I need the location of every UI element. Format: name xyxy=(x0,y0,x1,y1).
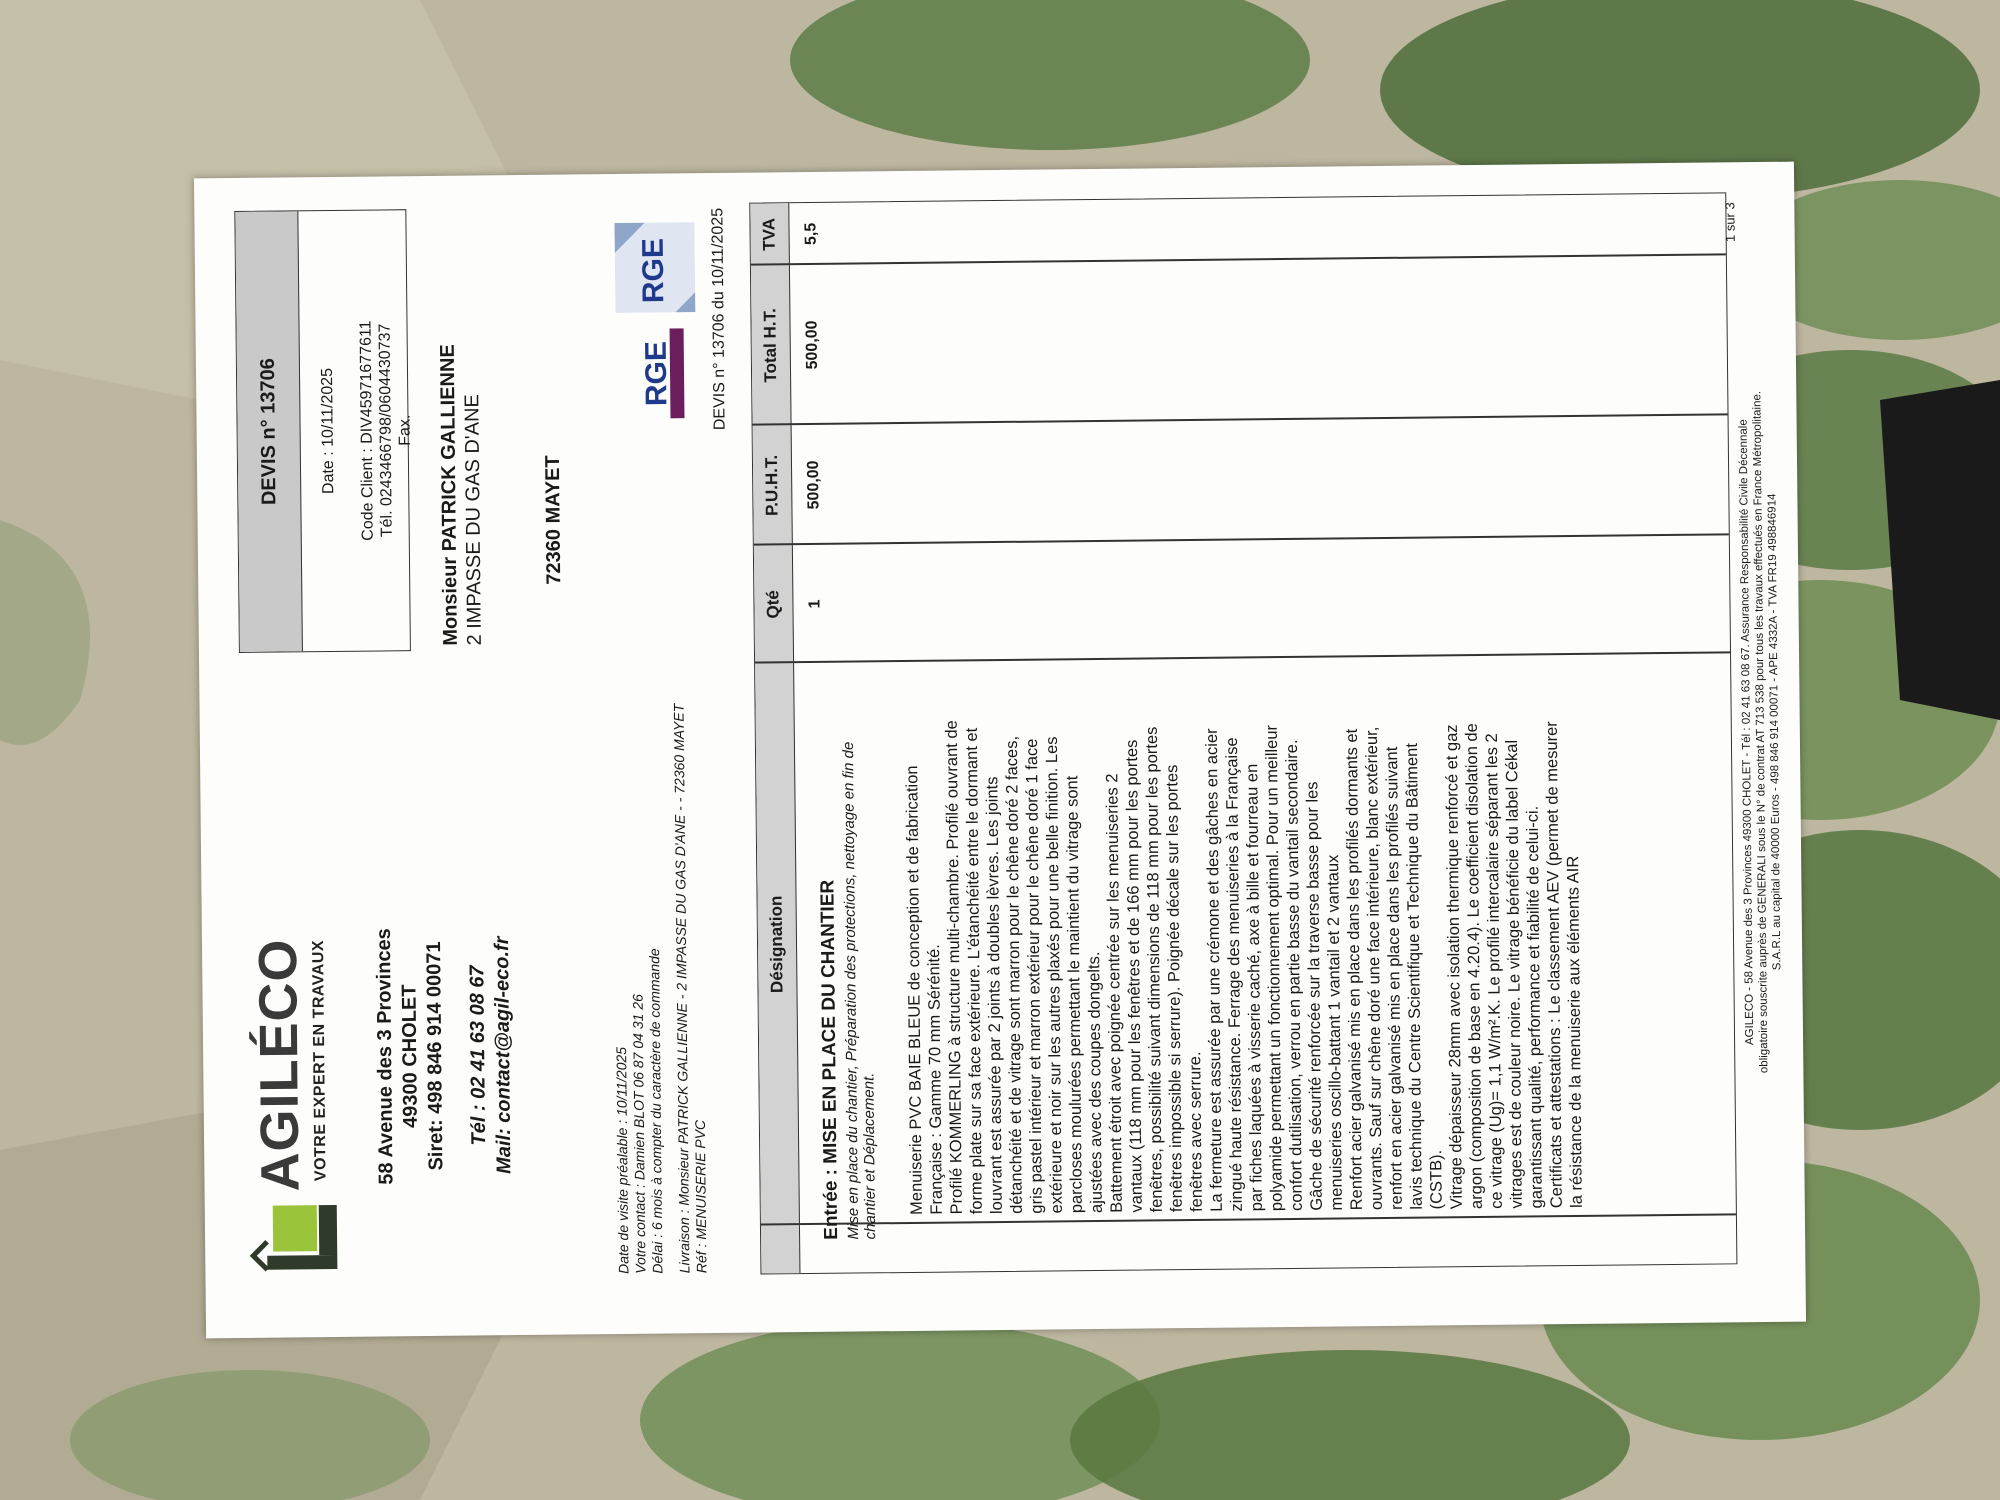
company-address-line1: 58 Avenue des 3 Provinces xyxy=(372,928,398,1185)
description-paragraph: Profilé KOMMERLING à structure multi-chambre. Profilé ouvrant de forme plate sur sa face extérieure. L'étanchéité entre le dormant et louvrant est assurée par 2 joints à doubles lèvres. Les joints détanchéité et de vitrage sont marron pour le chêne doré 2 faces, gris pastel intérieur et marron extérieur pour le chêne doré 1 face extérieure et noir sur les autres plaxés pour une belle finition. Les parcloses moulurées permettant le maintient du vitrage sont ajustées avec des coupes dongelts. xyxy=(942,720,1106,1215)
table-header-tva: TVA xyxy=(750,203,790,265)
company-email: Mail: contact@agil-eco.fr xyxy=(490,936,516,1174)
svg-text:RGE: RGE xyxy=(639,340,674,407)
line-item-subtitle: Mise en place du chantier, Préparation des protections, nettoyage en fin de chantier et Déplacement. xyxy=(839,741,880,1240)
description-paragraph: La fermeture est assurée par une crémone et des gâches en acier zingué haute résistance. Ferrage des menuiseries à la Française par fiches laquées à visserie caché, axe à bille et fourreau en polyamide permettant un fonctionnement optimal. Pour un meilleur confort dutilisation, verrou en partie basse du vantail secondaire. Gâche de sécurité renforcée sur la traverse basse pour les menuiseries oscillo-battant 1 vantail et 2 vantaux xyxy=(1202,724,1346,1212)
row-tva: 5,5 xyxy=(802,222,820,246)
logo-mark-icon xyxy=(249,1197,342,1278)
table-header-designation: Désignation xyxy=(755,663,800,1225)
description-paragraph: Certificats et attestations : Le classement AEV (permet de mesurer la résistance de la menuiserie aux éléments AIR xyxy=(1542,721,1586,1209)
row-pu-ht: 500,00 xyxy=(804,460,823,510)
company-logo xyxy=(239,837,344,1278)
client-name: Monsieur PATRICK GALLIENNE xyxy=(436,344,462,646)
table-header-pu-ht: P.U.H.T. xyxy=(753,425,793,545)
quote-number-title: DEVIS n° 13706 xyxy=(235,211,303,652)
client-code: Code Client : DIV45971677611 xyxy=(357,320,377,541)
quote-reference: Réf : MENUISERIE PVC xyxy=(691,1119,710,1274)
description-paragraph: Vitrage dépaisseur 28mm avec isolation thermique renforcé et gaz argon (composition de base en 4.20.4). Le coefficient disolation de ce vitrage (Ug)= 1,1 W/m².K. Le profilé intercalaire séparant les 2 vitrages est de couleur noire. Le vitrage bénéficie du label Cékal garantissant qualité, performance et fiabilité de celui-ci. xyxy=(1442,723,1546,1210)
table-header-blank xyxy=(761,1225,801,1273)
company-address-line2: 49300 CHOLET xyxy=(398,984,422,1129)
description-paragraph: Battement étroit avec poignée centrée sur les menuiseries 2 vantaux (118 mm pour les fenêtres et de 166 mm pour les portes fenêtres, possibilité suivant dimensions de 118 mm pour les portes fenêtres impossible si serrure). Poignée décale sur les portes fenêtres avec serrure. xyxy=(1103,726,1206,1213)
client-street: 2 IMPASSE DU GAS D'ANE xyxy=(461,394,486,646)
client-phone: Tél. 0243466798/0604430737 xyxy=(376,323,396,538)
rge-logo-icon xyxy=(630,328,691,419)
delivery-delay: Délai : 6 mois à compter du caractère de commande xyxy=(646,948,666,1274)
company-address-block xyxy=(371,835,519,1276)
row-total-ht: 500,00 xyxy=(803,320,822,370)
rge-label-icon xyxy=(614,222,695,313)
product-description xyxy=(902,708,1587,1215)
rge-certification-logos xyxy=(614,218,706,419)
line-item-title: Entrée : MISE EN PLACE DU CHANTIER xyxy=(817,879,843,1240)
row-qty: 1 xyxy=(806,599,824,609)
contact-person: Votre contact : Damien BLOT 06 87 04 31 26 xyxy=(629,994,649,1274)
svg-text:RGE: RGE xyxy=(636,237,671,304)
quote-info-block xyxy=(608,573,710,1274)
quote-number-box xyxy=(234,209,414,653)
quote-date: Date : 10/11/2025 xyxy=(318,367,338,495)
description-paragraph: Menuiserie PVC BAIE BLEUE de conception et de fabrication Française : Gamme 70 mm Sérénité. xyxy=(903,765,946,1215)
delivery-address: Livraison : Monsieur PATRICK GALLIENNE - 2 IMPASSE DU GAS D'ANE - - 72360 MAYET xyxy=(670,703,693,1274)
legal-footer xyxy=(1734,202,1787,1262)
table-header-total-ht: Total H.T. xyxy=(751,265,792,425)
logo-wordmark: AGILÉCO xyxy=(247,938,311,1192)
footer-line1: AGILECO - 58 Avenue des 3 Provinces 49300 CHOLET - Tél : 02 41 63 08 67. Assurance Responsabilité Civile Décennale xyxy=(1737,419,1757,1046)
client-address-block xyxy=(434,225,566,646)
quote-document xyxy=(194,162,1806,1339)
table-header-qty: Qté xyxy=(754,545,794,663)
client-fax: Fax. xyxy=(396,414,414,446)
visit-date: Date de visite préalable : 10/11/2025 xyxy=(613,1046,632,1275)
logo-tagline: VOTRE EXPERT EN TRAVAUX xyxy=(309,939,330,1182)
page-number: 1 sur 3 xyxy=(1722,202,1738,243)
footer-line3: S.A.R.L au capital de 40000 Euros - 498 846 914 00071 - APE 4332A - TVA FR19 498846914 xyxy=(1766,493,1784,971)
company-phone: Tél : 02 41 63 08 67 xyxy=(466,965,491,1146)
quote-reference-line: DEVIS n° 13706 du 10/11/2025 xyxy=(709,207,729,431)
client-city: 72360 MAYET xyxy=(541,455,566,585)
footer-line2: obligatoire souscrite auprès de GENERALI sous le N° de contrat AT 713 538 pour tous les travaux effectués en France Métropolitaine. xyxy=(1751,390,1771,1074)
description-paragraph: Renfort acier galvanisé mis en place dans les profilés dormants et ouvrants. Sauf sur chêne doré une face intérieure, blanc extérieur, renfort en acier galvanisé mis en place dans les profilés suivant lavis technique du Centre Scientifique et Technique du Bâtiment (CSTB). xyxy=(1342,726,1446,1211)
company-siret: Siret: 498 846 914 00071 xyxy=(422,941,448,1171)
